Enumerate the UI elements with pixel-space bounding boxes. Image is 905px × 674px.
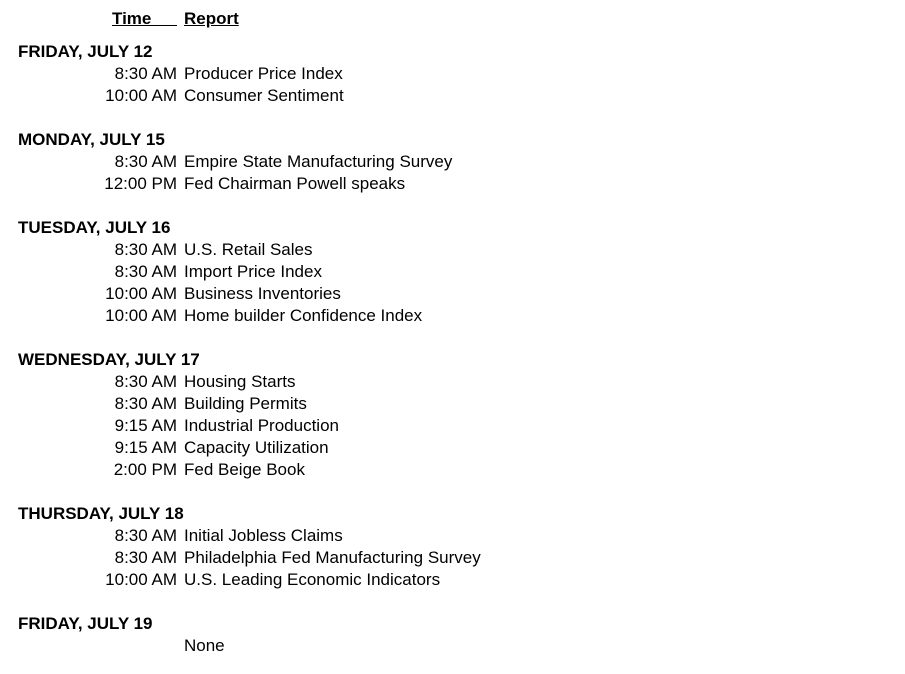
event-row xyxy=(0,261,905,283)
event-report: Empire State Manufacturing Survey xyxy=(184,152,453,171)
event-time: 9:15 AM xyxy=(114,438,177,457)
event-time: 10:00 AM xyxy=(105,86,177,105)
event-report: Philadelphia Fed Manufacturing Survey xyxy=(184,548,481,567)
time-column-underline xyxy=(151,8,177,26)
event-time: 8:30 AM xyxy=(114,152,177,171)
event-time: 2:00 PM xyxy=(113,460,177,479)
event-report: Fed Chairman Powell speaks xyxy=(184,174,406,193)
event-row xyxy=(0,393,905,415)
event-row xyxy=(0,547,905,569)
event-report: Housing Starts xyxy=(184,372,296,391)
event-row xyxy=(0,283,905,305)
event-time: 8:30 AM xyxy=(114,262,177,281)
event-report: Industrial Production xyxy=(184,416,339,435)
event-time: 9:15 AM xyxy=(114,416,177,435)
day-title: FRIDAY, JULY 12 xyxy=(18,42,153,61)
event-report: Home builder Confidence Index xyxy=(184,306,423,325)
event-report: Consumer Sentiment xyxy=(184,86,344,105)
event-row xyxy=(0,459,905,481)
event-time: 8:30 AM xyxy=(114,372,177,391)
event-report: Initial Jobless Claims xyxy=(184,526,343,545)
event-report: Producer Price Index xyxy=(184,64,343,83)
event-row xyxy=(0,151,905,173)
day-title: TUESDAY, JULY 16 xyxy=(18,218,171,237)
event-report: U.S. Retail Sales xyxy=(184,240,313,259)
event-row xyxy=(0,415,905,437)
day-title: WEDNESDAY, JULY 17 xyxy=(18,350,200,369)
event-row xyxy=(0,305,905,327)
time-column-label: Time xyxy=(112,9,152,28)
report-column-header: Report xyxy=(184,9,239,28)
day-title: FRIDAY, JULY 19 xyxy=(18,614,153,633)
event-report: Capacity Utilization xyxy=(184,438,329,457)
event-time: 10:00 AM xyxy=(105,284,177,303)
event-time: 8:30 AM xyxy=(114,394,177,413)
day-title: THURSDAY, JULY 18 xyxy=(18,504,184,523)
event-report: Fed Beige Book xyxy=(184,460,305,479)
event-row xyxy=(0,635,905,657)
event-report: None xyxy=(184,636,225,655)
time-column-header xyxy=(112,8,178,30)
event-time: 8:30 AM xyxy=(114,548,177,567)
column-header-row xyxy=(0,8,905,30)
event-time: 10:00 AM xyxy=(105,306,177,325)
event-row xyxy=(0,173,905,195)
event-time: 8:30 AM xyxy=(114,240,177,259)
event-row xyxy=(0,85,905,107)
day-title: MONDAY, JULY 15 xyxy=(18,130,165,149)
event-report: U.S. Leading Economic Indicators xyxy=(184,570,441,589)
event-time: 8:30 AM xyxy=(114,64,177,83)
event-report: Business Inventories xyxy=(184,284,341,303)
event-report: Building Permits xyxy=(184,394,307,413)
event-time: 8:30 AM xyxy=(114,526,177,545)
event-report: Import Price Index xyxy=(184,262,322,281)
event-row xyxy=(0,569,905,591)
event-row xyxy=(0,525,905,547)
event-time: 10:00 AM xyxy=(105,570,177,589)
event-row xyxy=(0,371,905,393)
event-row xyxy=(0,437,905,459)
event-row xyxy=(0,239,905,261)
event-time: 12:00 PM xyxy=(104,174,177,193)
event-row xyxy=(0,63,905,85)
